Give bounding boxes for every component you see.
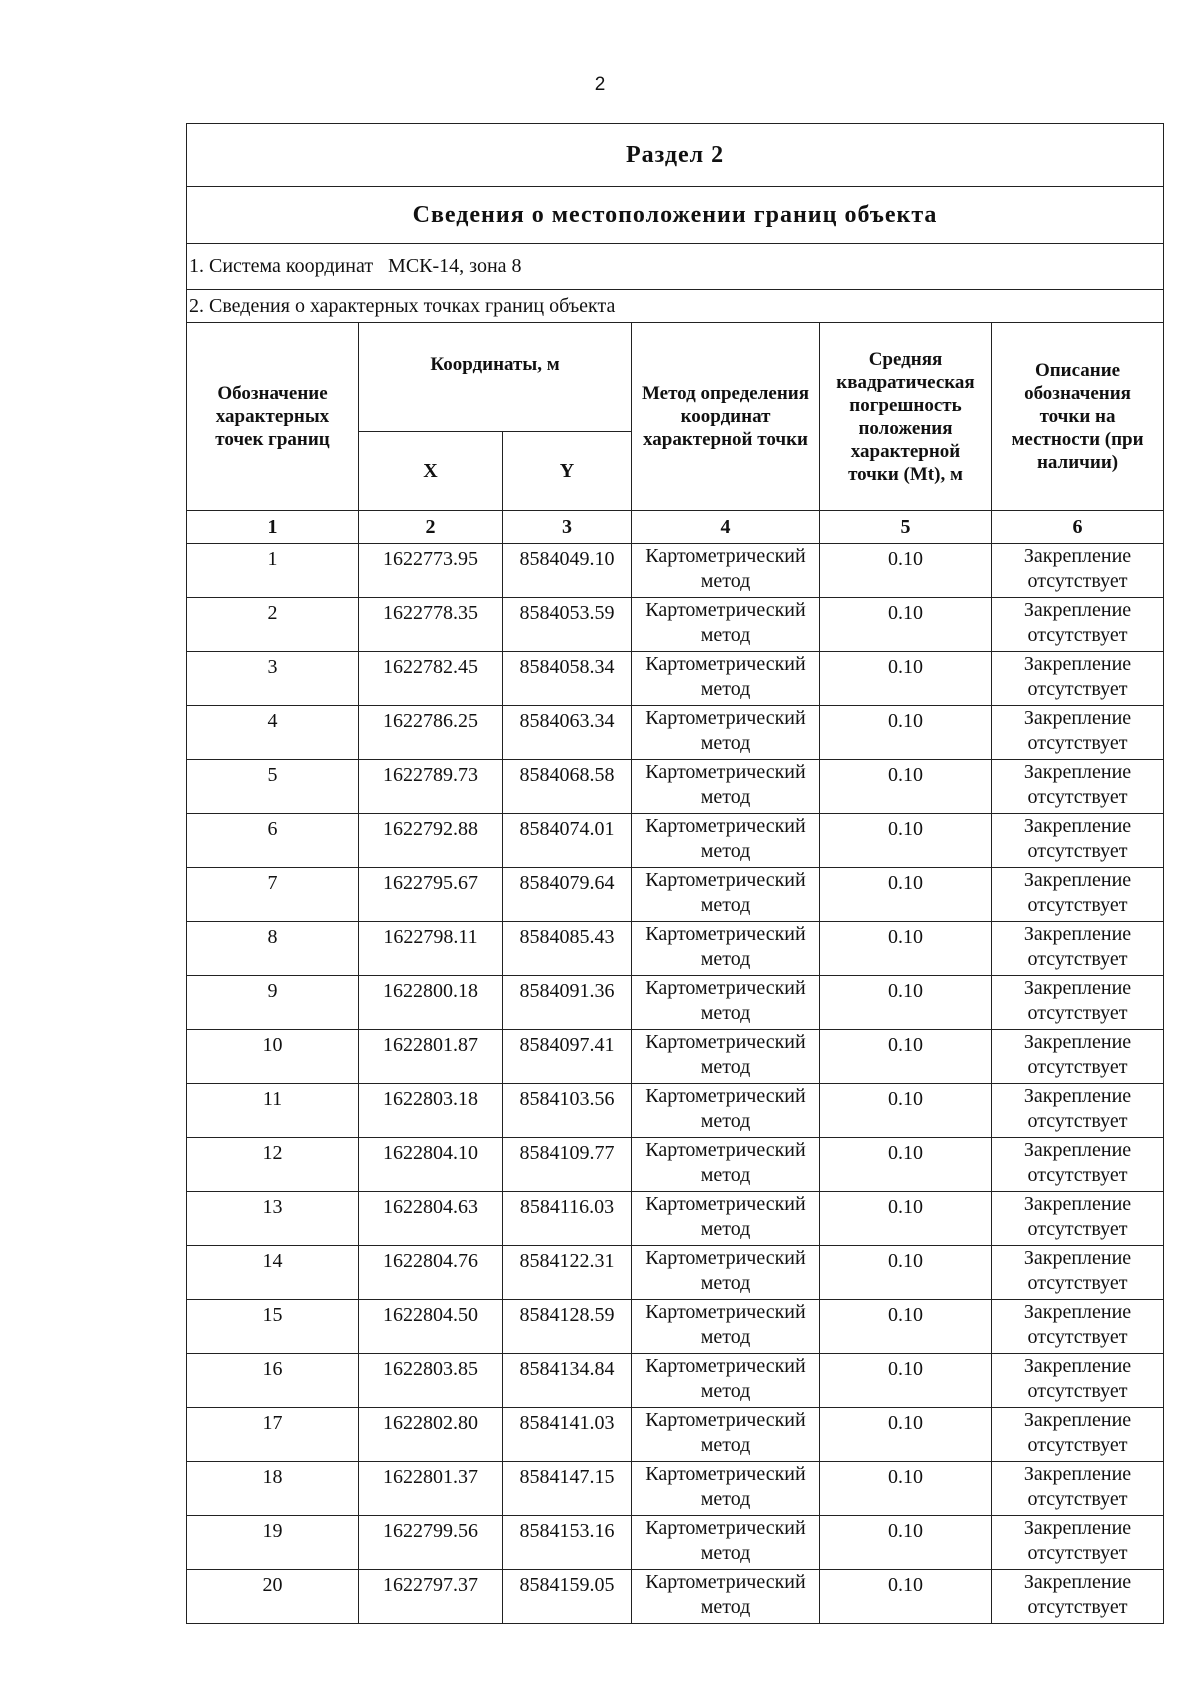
method-cell: Картометрический метод (632, 544, 820, 598)
error-cell: 0.10 (820, 544, 992, 598)
point-number: 20 (187, 1570, 359, 1624)
error-cell: 0.10 (820, 1354, 992, 1408)
coordinate-y: 8584103.56 (503, 1084, 632, 1138)
error-cell: 0.10 (820, 976, 992, 1030)
point-number: 12 (187, 1138, 359, 1192)
table-row (187, 922, 1164, 976)
table-row (187, 1246, 1164, 1300)
coordinate-x: 1622803.85 (359, 1354, 503, 1408)
header-coordinates: Координаты, м (359, 323, 632, 432)
method-cell: Картометрический метод (632, 1246, 820, 1300)
error-cell: 0.10 (820, 1300, 992, 1354)
coordinate-y: 8584049.10 (503, 544, 632, 598)
point-number: 15 (187, 1300, 359, 1354)
column-number: 5 (820, 511, 992, 544)
error-cell: 0.10 (820, 814, 992, 868)
header-x: X (359, 432, 503, 511)
description-cell: Закрепление отсутствует (992, 1516, 1164, 1570)
point-number: 14 (187, 1246, 359, 1300)
table-row (187, 1192, 1164, 1246)
column-number: 1 (187, 511, 359, 544)
header-error: Средняя квадратическая погрешность положения характерной точки (Mt), м (820, 323, 992, 511)
method-cell: Картометрический метод (632, 1408, 820, 1462)
error-cell: 0.10 (820, 706, 992, 760)
header-designation: Обозначение характерных точек границ (187, 323, 359, 511)
coordinate-x: 1622804.76 (359, 1246, 503, 1300)
table-row (187, 1030, 1164, 1084)
method-cell: Картометрический метод (632, 976, 820, 1030)
table-row (187, 1462, 1164, 1516)
point-number: 4 (187, 706, 359, 760)
point-number: 7 (187, 868, 359, 922)
coordinate-y: 8584109.77 (503, 1138, 632, 1192)
header-description: Описание обозначения точки на местности (при наличии) (992, 323, 1164, 511)
boundary-points-table (186, 123, 1164, 1624)
coordinate-y: 8584074.01 (503, 814, 632, 868)
coordinate-y: 8584079.64 (503, 868, 632, 922)
coordinate-x: 1622802.80 (359, 1408, 503, 1462)
error-cell: 0.10 (820, 760, 992, 814)
coordinate-x: 1622797.37 (359, 1570, 503, 1624)
point-number: 8 (187, 922, 359, 976)
coordinate-y: 8584063.34 (503, 706, 632, 760)
coordinate-x: 1622804.10 (359, 1138, 503, 1192)
error-cell: 0.10 (820, 922, 992, 976)
coordinate-system: 1. Система координат МСК-14, зона 8 (187, 244, 1164, 290)
error-cell: 0.10 (820, 1462, 992, 1516)
error-cell: 0.10 (820, 1192, 992, 1246)
coordinate-y: 8584053.59 (503, 598, 632, 652)
description-cell: Закрепление отсутствует (992, 760, 1164, 814)
description-cell: Закрепление отсутствует (992, 922, 1164, 976)
description-cell: Закрепление отсутствует (992, 544, 1164, 598)
point-number: 1 (187, 544, 359, 598)
table-row (187, 598, 1164, 652)
point-number: 19 (187, 1516, 359, 1570)
coordinate-y: 8584141.03 (503, 1408, 632, 1462)
coordinate-y: 8584097.41 (503, 1030, 632, 1084)
coordinate-x: 1622789.73 (359, 760, 503, 814)
description-cell: Закрепление отсутствует (992, 868, 1164, 922)
coordinate-x: 1622804.50 (359, 1300, 503, 1354)
point-number: 18 (187, 1462, 359, 1516)
method-cell: Картометрический метод (632, 868, 820, 922)
column-number: 3 (503, 511, 632, 544)
error-cell: 0.10 (820, 598, 992, 652)
point-number: 10 (187, 1030, 359, 1084)
description-cell: Закрепление отсутствует (992, 1354, 1164, 1408)
coordinate-x: 1622792.88 (359, 814, 503, 868)
point-number: 17 (187, 1408, 359, 1462)
coordinate-x: 1622801.87 (359, 1030, 503, 1084)
table-row (187, 544, 1164, 598)
description-cell: Закрепление отсутствует (992, 976, 1164, 1030)
coordinate-x: 1622782.45 (359, 652, 503, 706)
coordinate-y: 8584134.84 (503, 1354, 632, 1408)
coordinate-y: 8584116.03 (503, 1192, 632, 1246)
description-cell: Закрепление отсутствует (992, 1570, 1164, 1624)
method-cell: Картометрический метод (632, 760, 820, 814)
error-cell: 0.10 (820, 652, 992, 706)
coordinate-x: 1622803.18 (359, 1084, 503, 1138)
column-number: 6 (992, 511, 1164, 544)
description-cell: Закрепление отсутствует (992, 1138, 1164, 1192)
description-cell: Закрепление отсутствует (992, 1246, 1164, 1300)
description-cell: Закрепление отсутствует (992, 1030, 1164, 1084)
point-number: 6 (187, 814, 359, 868)
error-cell: 0.10 (820, 1570, 992, 1624)
page-number: 2 (594, 74, 606, 95)
coordinate-x: 1622786.25 (359, 706, 503, 760)
method-cell: Картометрический метод (632, 598, 820, 652)
coordinate-y: 8584147.15 (503, 1462, 632, 1516)
table-row (187, 652, 1164, 706)
coordinate-y: 8584058.34 (503, 652, 632, 706)
method-cell: Картометрический метод (632, 1570, 820, 1624)
method-cell: Картометрический метод (632, 814, 820, 868)
error-cell: 0.10 (820, 1246, 992, 1300)
header-y: Y (503, 432, 632, 511)
error-cell: 0.10 (820, 1408, 992, 1462)
method-cell: Картометрический метод (632, 652, 820, 706)
error-cell: 0.10 (820, 868, 992, 922)
column-numbers-row (187, 511, 1164, 544)
coordinate-x: 1622773.95 (359, 544, 503, 598)
point-number: 5 (187, 760, 359, 814)
description-cell: Закрепление отсутствует (992, 652, 1164, 706)
description-cell: Закрепление отсутствует (992, 598, 1164, 652)
error-cell: 0.10 (820, 1030, 992, 1084)
coordinate-x: 1622801.37 (359, 1462, 503, 1516)
method-cell: Картометрический метод (632, 1138, 820, 1192)
method-cell: Картометрический метод (632, 1030, 820, 1084)
points-caption: 2. Сведения о характерных точках границ объекта (187, 290, 1164, 323)
description-cell: Закрепление отсутствует (992, 1192, 1164, 1246)
coordinate-x: 1622800.18 (359, 976, 503, 1030)
coordinate-y: 8584085.43 (503, 922, 632, 976)
method-cell: Картометрический метод (632, 1516, 820, 1570)
table-row (187, 1570, 1164, 1624)
point-number: 3 (187, 652, 359, 706)
coordinate-x: 1622795.67 (359, 868, 503, 922)
table-row (187, 1300, 1164, 1354)
error-cell: 0.10 (820, 1084, 992, 1138)
coordinate-y: 8584153.16 (503, 1516, 632, 1570)
table-row (187, 706, 1164, 760)
method-cell: Картометрический метод (632, 706, 820, 760)
table-row (187, 814, 1164, 868)
description-cell: Закрепление отсутствует (992, 1462, 1164, 1516)
coordinate-x: 1622778.35 (359, 598, 503, 652)
coordinate-x: 1622804.63 (359, 1192, 503, 1246)
coordinate-y: 8584128.59 (503, 1300, 632, 1354)
point-number: 9 (187, 976, 359, 1030)
section-subtitle: Сведения о местоположении границ объекта (187, 187, 1164, 244)
description-cell: Закрепление отсутствует (992, 706, 1164, 760)
point-number: 11 (187, 1084, 359, 1138)
method-cell: Картометрический метод (632, 1300, 820, 1354)
table-row (187, 760, 1164, 814)
description-cell: Закрепление отсутствует (992, 814, 1164, 868)
table-row (187, 868, 1164, 922)
coordinate-x: 1622798.11 (359, 922, 503, 976)
point-number: 2 (187, 598, 359, 652)
error-cell: 0.10 (820, 1138, 992, 1192)
coordinate-y: 8584122.31 (503, 1246, 632, 1300)
point-number: 16 (187, 1354, 359, 1408)
table-row (187, 1516, 1164, 1570)
table-row (187, 1408, 1164, 1462)
table-body (187, 544, 1164, 1624)
method-cell: Картометрический метод (632, 922, 820, 976)
table-row (187, 1138, 1164, 1192)
method-cell: Картометрический метод (632, 1192, 820, 1246)
coordinate-x: 1622799.56 (359, 1516, 503, 1570)
table-row (187, 976, 1164, 1030)
coordinate-y: 8584068.58 (503, 760, 632, 814)
error-cell: 0.10 (820, 1516, 992, 1570)
section-title: Раздел 2 (187, 124, 1164, 187)
table-row (187, 1084, 1164, 1138)
header-method: Метод определения координат характерной точки (632, 323, 820, 511)
coordinate-y: 8584159.05 (503, 1570, 632, 1624)
point-number: 13 (187, 1192, 359, 1246)
method-cell: Картометрический метод (632, 1462, 820, 1516)
description-cell: Закрепление отсутствует (992, 1084, 1164, 1138)
description-cell: Закрепление отсутствует (992, 1408, 1164, 1462)
column-number: 2 (359, 511, 503, 544)
description-cell: Закрепление отсутствует (992, 1300, 1164, 1354)
table-row (187, 1354, 1164, 1408)
method-cell: Картометрический метод (632, 1354, 820, 1408)
coordinate-y: 8584091.36 (503, 976, 632, 1030)
method-cell: Картометрический метод (632, 1084, 820, 1138)
column-number: 4 (632, 511, 820, 544)
